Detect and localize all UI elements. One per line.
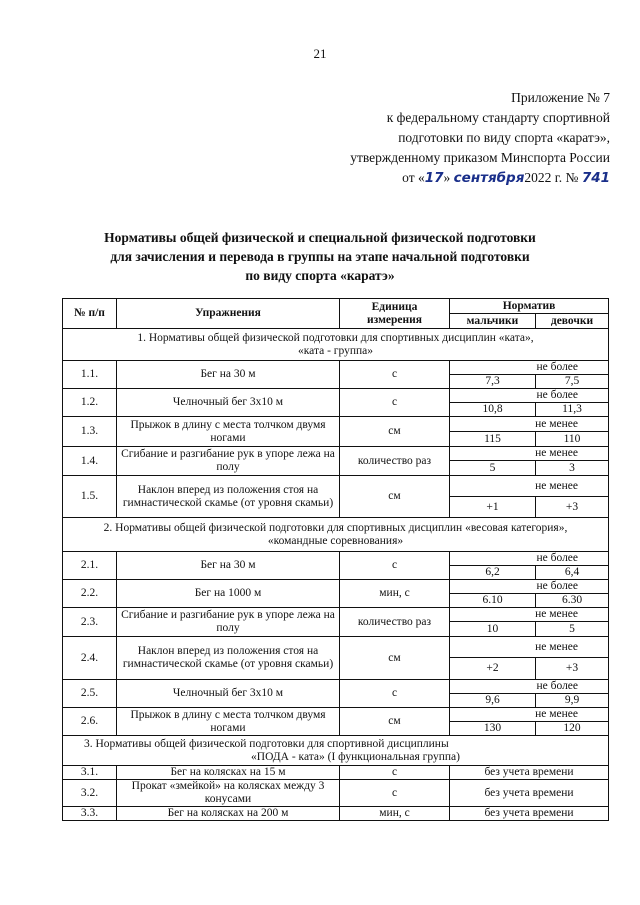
row-unit: мин, с xyxy=(340,807,450,821)
row-number: 2.1. xyxy=(63,552,117,580)
section-title-line: «командные соревнования» xyxy=(267,534,404,547)
row-unit: с xyxy=(340,780,450,807)
row-exercise: Наклон вперед из положения стоя на гимнастической скамье (от уровня скамьи) xyxy=(117,476,340,518)
section-title xyxy=(63,736,609,766)
row-unit: с xyxy=(340,389,450,417)
row-unit: см xyxy=(340,417,450,447)
row-value-boys: 9,6 xyxy=(450,694,536,708)
appendix-block xyxy=(300,88,610,188)
row-unit: с xyxy=(340,766,450,780)
section-title-line: 3. Нормативы общей физической подготовки для спортивной дисциплины xyxy=(84,737,449,750)
row-condition: не более xyxy=(450,361,609,375)
row-value-boys: 7,3 xyxy=(450,375,536,389)
row-condition: не более xyxy=(450,552,609,566)
row-value-girls: 5 xyxy=(536,622,609,637)
row-number: 1.1. xyxy=(63,361,117,389)
document-title xyxy=(60,228,580,285)
row-exercise: Сгибание и разгибание рук в упоре лежа на полу xyxy=(117,608,340,637)
row-value-girls: 3 xyxy=(536,461,609,476)
row-number: 2.6. xyxy=(63,708,117,736)
row-value-girls: 6.30 xyxy=(536,594,609,608)
row-condition: не более xyxy=(450,580,609,594)
row-unit: с xyxy=(340,361,450,389)
row-condition: не менее xyxy=(450,476,609,497)
page-number: 21 xyxy=(313,46,327,61)
section-title-line: 2. Нормативы общей физической подготовки для спортивных дисциплин «весовая категория», xyxy=(103,521,568,534)
row-value-boys: 6.10 xyxy=(450,594,536,608)
row-number: 3.2. xyxy=(63,780,117,807)
row-unit: см xyxy=(340,637,450,680)
row-value-girls: 7,5 xyxy=(536,375,609,389)
row-unit: мин, с xyxy=(340,580,450,608)
row-condition: не менее xyxy=(450,447,609,461)
date-prefix: от « xyxy=(402,170,425,185)
row-value-girls: 120 xyxy=(536,722,609,736)
row-number: 1.3. xyxy=(63,417,117,447)
row-condition: не менее xyxy=(450,708,609,722)
row-value: без учета времени xyxy=(450,780,609,807)
row-condition: не более xyxy=(450,680,609,694)
row-number: 1.2. xyxy=(63,389,117,417)
row-exercise: Челночный бег 3х10 м xyxy=(117,680,340,708)
date-day-handwritten: 17 xyxy=(424,170,444,186)
section-title-line: «ката - группа» xyxy=(297,344,374,357)
row-number: 2.5. xyxy=(63,680,117,708)
date-month-handwritten: сентября xyxy=(453,170,525,186)
row-exercise: Бег на колясках на 200 м xyxy=(117,807,340,821)
row-number: 3.3. xyxy=(63,807,117,821)
row-value-boys: 115 xyxy=(450,432,536,447)
title-line: Нормативы общей физической и специальной физической подготовки xyxy=(104,230,536,245)
row-value-girls: 6,4 xyxy=(536,566,609,580)
row-condition: не менее xyxy=(450,608,609,622)
title-line: по виду спорта «каратэ» xyxy=(245,268,395,283)
row-value-boys: +2 xyxy=(450,658,536,680)
row-exercise: Сгибание и разгибание рук в упоре лежа на полу xyxy=(117,447,340,476)
row-exercise: Прыжок в длину с места толчком двумя ногами xyxy=(117,417,340,447)
row-condition: не более xyxy=(450,389,609,403)
row-exercise: Бег на 30 м xyxy=(117,361,340,389)
title-line: для зачисления и перевода в группы на этапе начальной подготовки xyxy=(110,249,530,264)
row-value-boys: 6,2 xyxy=(450,566,536,580)
row-unit: количество раз xyxy=(340,447,450,476)
row-value-girls: 9,9 xyxy=(536,694,609,708)
row-number: 1.4. xyxy=(63,447,117,476)
appendix-line: к федеральному стандарту спортивной xyxy=(386,110,610,125)
row-exercise: Бег на 30 м xyxy=(117,552,340,580)
section-title xyxy=(63,518,609,552)
section-title-line: 1. Нормативы общей физической подготовки для спортивных дисциплин «ката», xyxy=(137,331,534,344)
row-value-boys: 10,8 xyxy=(450,403,536,417)
row-exercise: Бег на колясках на 15 м xyxy=(117,766,340,780)
row-value-girls: +3 xyxy=(536,658,609,680)
header-boys: мальчики xyxy=(450,314,536,329)
row-value-boys: 5 xyxy=(450,461,536,476)
row-unit: см xyxy=(340,708,450,736)
section-title-line: «ПОДА - ката» (I функциональная группа) xyxy=(251,750,460,763)
row-value-boys: 10 xyxy=(450,622,536,637)
row-number: 1.5. xyxy=(63,476,117,518)
row-number: 2.3. xyxy=(63,608,117,637)
row-value-boys: +1 xyxy=(450,497,536,518)
row-exercise: Прокат «змейкой» на колясках между 3 конусами xyxy=(117,780,340,807)
row-unit: с xyxy=(340,552,450,580)
header-unit: Единица измерения xyxy=(340,299,450,329)
row-unit: количество раз xyxy=(340,608,450,637)
row-value-boys: 130 xyxy=(450,722,536,736)
header-norm: Норматив xyxy=(450,299,609,314)
row-exercise: Челночный бег 3х10 м xyxy=(117,389,340,417)
row-exercise: Прыжок в длину с места толчком двумя ногами xyxy=(117,708,340,736)
appendix-line: утвержденному приказом Минспорта России xyxy=(350,150,610,165)
appendix-line: Приложение № 7 xyxy=(511,90,610,105)
row-value-girls: 110 xyxy=(536,432,609,447)
row-value-girls: +3 xyxy=(536,497,609,518)
date-year: 2022 г. № xyxy=(524,170,579,185)
section-title xyxy=(63,329,609,361)
row-number: 2.4. xyxy=(63,637,117,680)
row-unit: см xyxy=(340,476,450,518)
row-number: 3.1. xyxy=(63,766,117,780)
row-value: без учета времени xyxy=(450,807,609,821)
header-girls: девочки xyxy=(536,314,609,329)
appendix-date-line xyxy=(300,168,610,188)
norms-table xyxy=(62,298,609,821)
row-exercise: Бег на 1000 м xyxy=(117,580,340,608)
row-unit: с xyxy=(340,680,450,708)
header-exercise: Упражнения xyxy=(117,299,340,329)
row-number: 2.2. xyxy=(63,580,117,608)
row-value-girls: 11,3 xyxy=(536,403,609,417)
row-exercise: Наклон вперед из положения стоя на гимнастической скамье (от уровня скамьи) xyxy=(117,637,340,680)
header-num: № п/п xyxy=(63,299,117,329)
order-number-handwritten: 741 xyxy=(581,170,610,186)
row-condition: не менее xyxy=(450,417,609,432)
date-mid: » xyxy=(443,170,451,185)
appendix-line: подготовки по виду спорта «каратэ», xyxy=(398,130,610,145)
row-value: без учета времени xyxy=(450,766,609,780)
row-condition: не менее xyxy=(450,637,609,658)
